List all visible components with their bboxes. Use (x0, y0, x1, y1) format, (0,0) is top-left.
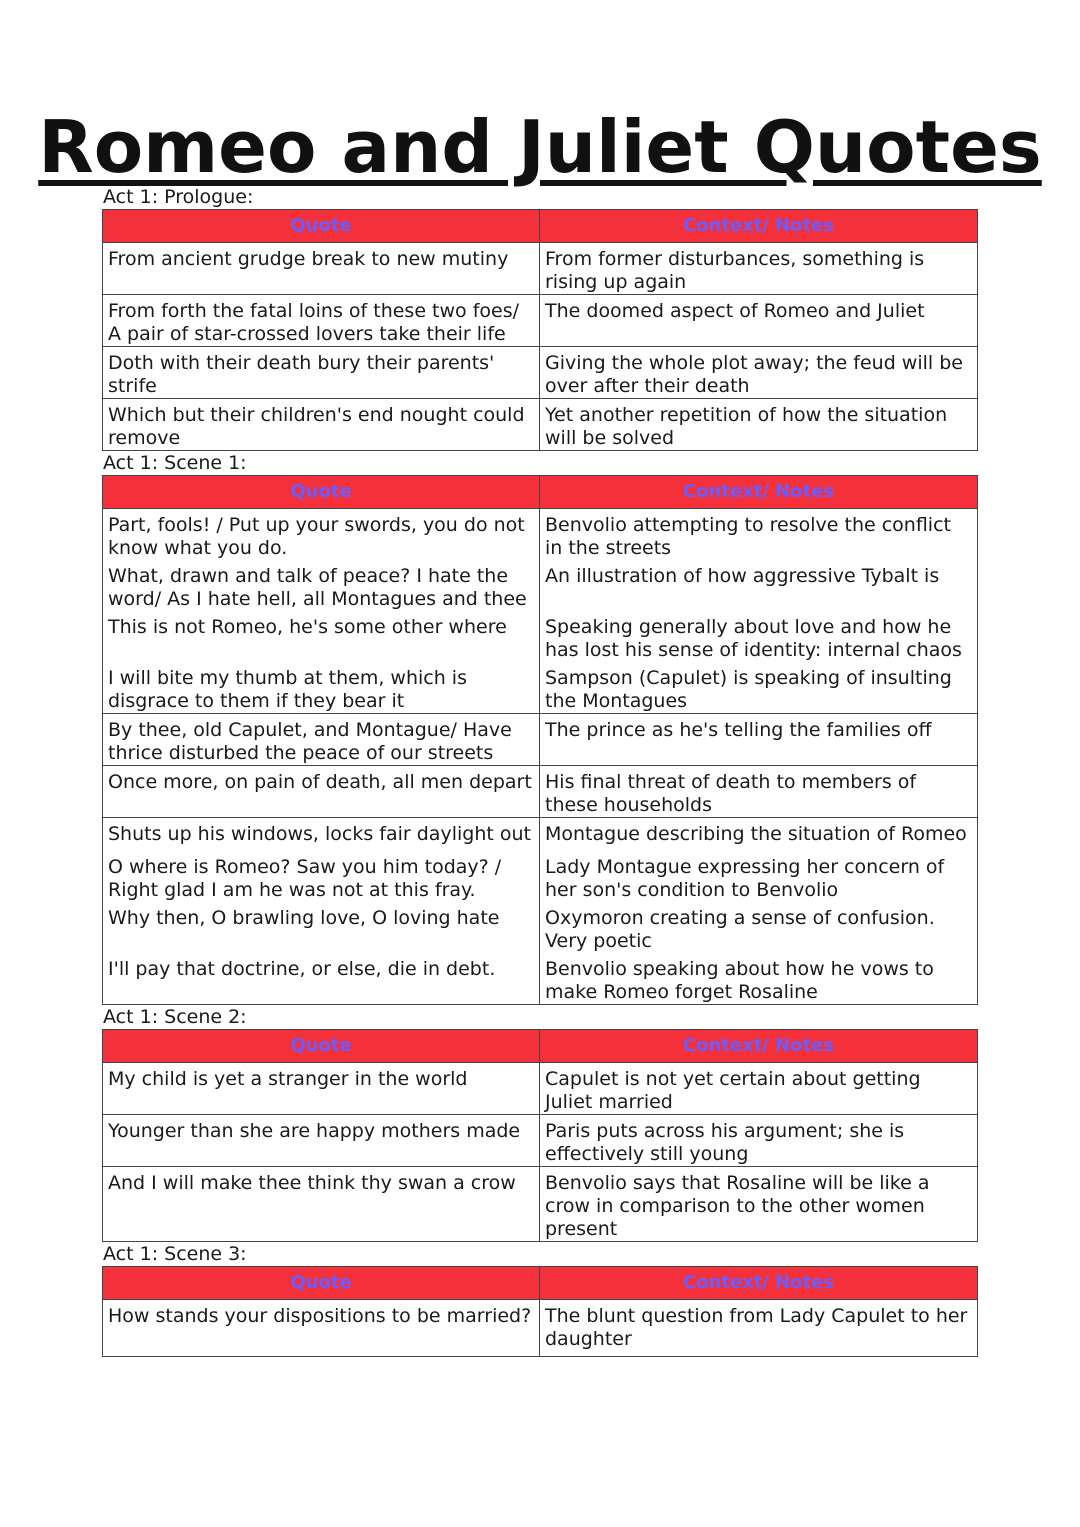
note-cell: His final threat of death to members of these households (540, 766, 978, 818)
note-cell: Benvolio says that Rosaline will be like a crow in comparison to the other women present (540, 1166, 978, 1241)
quote-cell: This is not Romeo, he's some other where (103, 611, 540, 662)
quote-column-header: Quote (103, 476, 540, 509)
quote-cell: O where is Romeo? Saw you him today? / Right glad I am he was not at this fray. (103, 851, 540, 902)
page-title: Romeo and Juliet Quotes (38, 105, 1042, 189)
table-row (103, 1299, 978, 1356)
quote-cell: What, drawn and talk of peace? I hate the word/ As I hate hell, all Montagues and thee (103, 560, 540, 611)
quote-cell: Once more, on pain of death, all men depart (103, 766, 540, 818)
quotes-table (102, 1266, 978, 1357)
section-label: Act 1: Scene 2: (103, 1005, 247, 1028)
table-header-row (103, 1266, 978, 1299)
quote-cell: Part, fools! / Put up your swords, you do not know what you do. (103, 509, 540, 561)
context-column-header: Context/ Notes (540, 1266, 978, 1299)
section-label: Act 1: Scene 3: (103, 1242, 247, 1265)
note-cell: Lady Montague expressing her concern of her son's condition to Benvolio (540, 851, 978, 902)
quotes-document (102, 185, 977, 1357)
table-row (103, 1062, 978, 1114)
table-row (103, 509, 978, 561)
quote-cell: How stands your dispositions to be married? (103, 1299, 540, 1356)
quote-cell: Shuts up his windows, locks fair daylight out (103, 818, 540, 851)
note-cell: Giving the whole plot away; the feud will be over after their death (540, 347, 978, 399)
table-row (103, 818, 978, 851)
table-row (103, 611, 978, 662)
quote-cell: My child is yet a stranger in the world (103, 1062, 540, 1114)
note-cell: Yet another repetition of how the situation will be solved (540, 399, 978, 451)
table-header-row (103, 476, 978, 509)
table-header-row (103, 210, 978, 243)
table-row (103, 902, 978, 953)
note-cell: Sampson (Capulet) is speaking of insulting the Montagues (540, 662, 978, 714)
table-header-row (103, 1029, 978, 1062)
section-label: Act 1: Prologue: (103, 186, 254, 208)
note-cell: An illustration of how aggressive Tybalt is (540, 560, 978, 611)
quote-cell: Which but their children's end nought could remove (103, 399, 540, 451)
table-row (103, 1166, 978, 1241)
quotes-table (102, 209, 978, 451)
quote-cell: I'll pay that doctrine, or else, die in debt. (103, 953, 540, 1005)
quote-cell: From ancient grudge break to new mutiny (103, 243, 540, 295)
note-cell: The doomed aspect of Romeo and Juliet (540, 295, 978, 347)
context-column-header: Context/ Notes (540, 210, 978, 243)
note-cell: Oxymoron creating a sense of confusion. Very poetic (540, 902, 978, 953)
table-row (103, 560, 978, 611)
quotes-table (102, 1029, 978, 1242)
note-cell: Speaking generally about love and how he has lost his sense of identity: internal chaos (540, 611, 978, 662)
table-row (103, 295, 978, 347)
table-row (103, 399, 978, 451)
quote-cell: And I will make thee think thy swan a crow (103, 1166, 540, 1241)
quote-column-header: Quote (103, 1266, 540, 1299)
quote-cell: By thee, old Capulet, and Montague/ Have thrice disturbed the peace of our streets (103, 714, 540, 766)
note-cell: Benvolio attempting to resolve the conflict in the streets (540, 509, 978, 561)
note-cell: From former disturbances, something is rising up again (540, 243, 978, 295)
note-cell: The blunt question from Lady Capulet to her daughter (540, 1299, 978, 1356)
note-cell: Montague describing the situation of Romeo (540, 818, 978, 851)
table-row (103, 347, 978, 399)
note-cell: The prince as he's telling the families off (540, 714, 978, 766)
context-column-header: Context/ Notes (540, 1029, 978, 1062)
quotes-table (102, 475, 978, 1005)
quote-cell: I will bite my thumb at them, which is disgrace to them if they bear it (103, 662, 540, 714)
quote-cell: Doth with their death bury their parents' strife (103, 347, 540, 399)
table-row (103, 851, 978, 902)
section-label: Act 1: Scene 1: (103, 452, 247, 474)
note-cell: Paris puts across his argument; she is effectively still young (540, 1114, 978, 1166)
context-column-header: Context/ Notes (540, 476, 978, 509)
quote-cell: Why then, O brawling love, O loving hate (103, 902, 540, 953)
table-row (103, 953, 978, 1005)
quote-column-header: Quote (103, 210, 540, 243)
table-row (103, 714, 978, 766)
quote-cell: From forth the fatal loins of these two foes/ A pair of star-crossed lovers take their life (103, 295, 540, 347)
note-cell: Benvolio speaking about how he vows to make Romeo forget Rosaline (540, 953, 978, 1005)
table-row (103, 662, 978, 714)
table-row (103, 766, 978, 818)
note-cell: Capulet is not yet certain about getting Juliet married (540, 1062, 978, 1114)
quote-cell: Younger than she are happy mothers made (103, 1114, 540, 1166)
quote-column-header: Quote (103, 1029, 540, 1062)
table-row (103, 1114, 978, 1166)
table-row (103, 243, 978, 295)
